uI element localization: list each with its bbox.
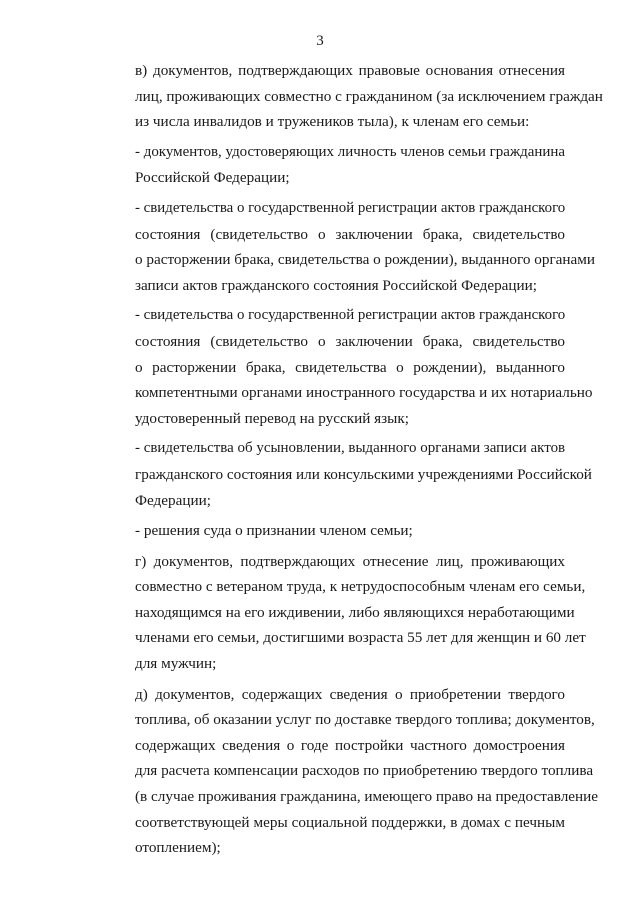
text-line: членами его семьи, достигшими возраста 55 лет для женщин и 60 лет <box>135 629 586 647</box>
paragraph <box>93 140 565 191</box>
text-line: компетентными органами иностранного государства и их нотариально <box>135 384 593 402</box>
text-line: для расчета компенсации расходов по приобретению твердого топлива <box>135 762 594 780</box>
text-line: (в случае проживания гражданина, имеющего право на предоставление <box>135 788 599 806</box>
text-line: - свидетельства о государственной регистрации актов гражданского <box>135 199 566 216</box>
paragraph <box>93 518 565 544</box>
text-line: - решения суда о признании членом семьи; <box>135 522 413 540</box>
text-line: из числа инвалидов и тружеников тыла), к членам его семьи: <box>135 113 530 131</box>
text-line: состояния (свидетельство о заключении брака, свидетельство <box>135 225 565 243</box>
text-line: соответствующей меры социальной поддержки, в домах с печным <box>135 813 565 831</box>
text-line: о расторжении брака, свидетельства о рождении), выданного <box>135 358 565 376</box>
paragraph <box>93 58 603 135</box>
paragraph <box>93 549 586 677</box>
paragraph <box>93 196 596 298</box>
text-line: гражданского состояния или консульскими учреждениями Российской <box>135 465 592 483</box>
text-line: Федерации; <box>135 491 211 509</box>
paragraph <box>93 303 593 431</box>
text-line: Российской Федерации; <box>135 169 290 187</box>
text-line: о расторжении брака, свидетельства о рождении), выданного органами <box>135 251 596 269</box>
text-line: топлива, об оказании услуг по доставке твердого топлива; документов, <box>135 711 595 729</box>
text-line: отоплением); <box>135 839 221 857</box>
text-line: - свидетельства об усыновлении, выданного органами записи актов <box>135 440 566 457</box>
text-line: в) документов, подтверждающих правовые основания отнесения <box>135 62 565 79</box>
text-line: г) документов, подтверждающих отнесение лиц, проживающих <box>135 552 565 570</box>
text-line: состояния (свидетельство о заключении брака, свидетельство <box>135 332 565 350</box>
text-line: находящимся на его иждивении, либо являющихся неработающими <box>135 603 575 621</box>
document-body <box>93 58 603 866</box>
text-line: для мужчин; <box>135 655 217 673</box>
paragraph <box>93 436 592 513</box>
text-line: удостоверенный перевод на русский язык; <box>135 409 409 427</box>
text-line: совместно с ветераном труда, к нетрудоспособным членам его семьи, <box>135 578 586 596</box>
text-line: д) документов, содержащих сведения о приобретении твердого <box>135 685 565 703</box>
text-line: - документов, удостоверяющих личность членов семьи гражданина <box>135 143 565 160</box>
text-line: записи актов гражданского состояния Российской Федерации; <box>135 276 538 294</box>
text-line: содержащих сведения о годе постройки частного домостроения <box>135 736 565 754</box>
text-line: - свидетельства о государственной регистрации актов гражданского <box>135 307 566 324</box>
text-line: лиц, проживающих совместно с гражданином (за исключением граждан <box>135 87 603 105</box>
paragraph <box>93 682 599 861</box>
page-number: 3 <box>316 33 324 49</box>
